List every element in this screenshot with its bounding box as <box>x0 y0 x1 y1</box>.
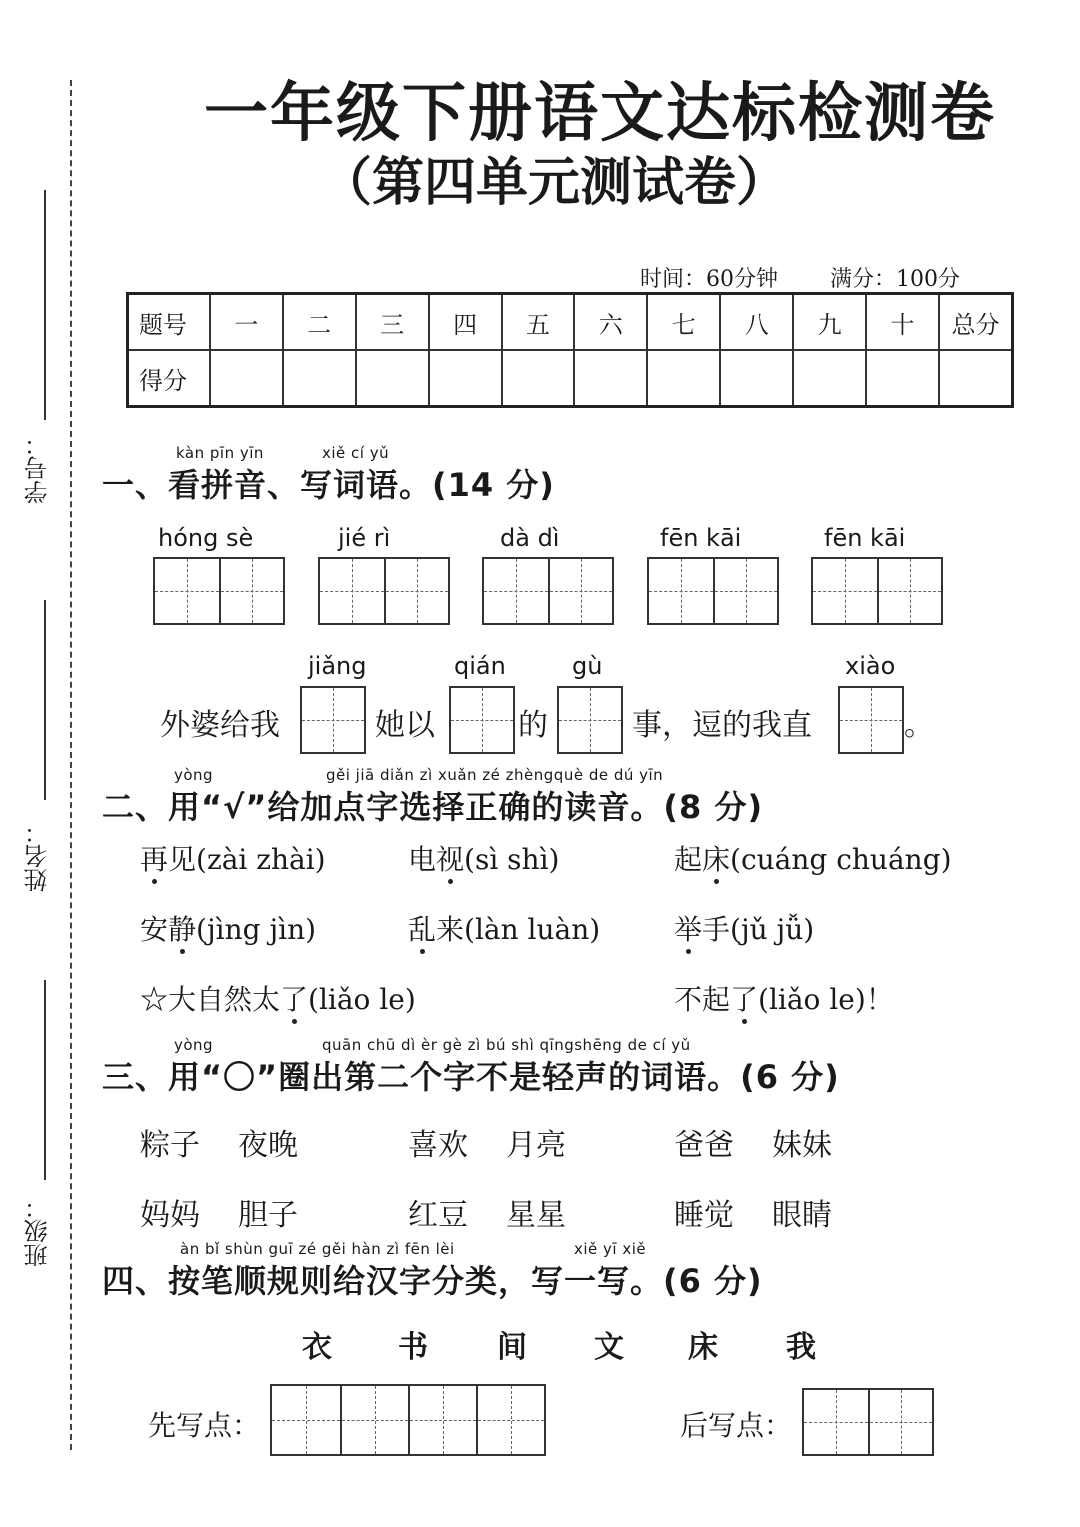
score-cell <box>574 350 647 407</box>
sentence-part-3: 的 <box>518 708 548 743</box>
section4-pinyin-a: àn bǐ shùn guī zé gěi hàn zì fēn lèi <box>180 1240 455 1258</box>
score-cell <box>429 350 502 407</box>
section2-pinyin-b: gěi jiā diǎn zì xuǎn zé zhèngquè de dú yīn <box>326 766 664 784</box>
score-cell <box>210 350 283 407</box>
header-cell: 六 <box>574 294 647 351</box>
classify-char: 床 <box>688 1330 718 1365</box>
word-pinyin-3: dà dì <box>500 524 560 552</box>
option-item-2: 电视(sì shì) <box>408 838 559 878</box>
section2-pinyin-a: yòng <box>174 766 214 784</box>
dot-first-box[interactable] <box>270 1384 546 1456</box>
score-cell <box>356 350 429 407</box>
header-cell: 五 <box>502 294 575 351</box>
word-item[interactable]: 胆子 <box>238 1198 298 1233</box>
header-cell: 八 <box>720 294 793 351</box>
option-item-5: 乱来(làn luàn) <box>408 908 600 948</box>
writing-box-5[interactable] <box>811 557 943 625</box>
word-item[interactable]: 妈妈 <box>140 1198 200 1233</box>
classify-char: 文 <box>594 1330 624 1365</box>
section1-title: 一、看拼音、写词语。(14 分) <box>102 466 555 504</box>
sentence-box-1[interactable] <box>300 686 366 754</box>
header-cell: 总分 <box>939 294 1013 351</box>
classify-char: 我 <box>786 1330 816 1365</box>
word-item[interactable]: 红豆 <box>408 1198 468 1233</box>
sentence-pinyin-4: xiào <box>845 652 896 680</box>
header-cell: 题号 <box>128 294 210 351</box>
page-subtitle: （第四单元测试卷） <box>320 152 789 213</box>
writing-box-1[interactable] <box>153 557 285 625</box>
score-cell <box>793 350 866 407</box>
header-cell: 九 <box>793 294 866 351</box>
sentence-box-4[interactable] <box>838 686 904 754</box>
sentence-part-1: 外婆给我 <box>160 708 280 743</box>
option-item-3: 起床(cuáng chuáng) <box>674 838 952 878</box>
word-item[interactable]: 眼睛 <box>772 1198 832 1233</box>
full-score-info: 满分：100分 <box>830 267 960 292</box>
score-value-row <box>128 350 1013 407</box>
word-item[interactable]: 爸爸 <box>674 1128 734 1163</box>
option-item-8: 不起了(liǎo le)！ <box>674 978 894 1018</box>
header-cell: 一 <box>210 294 283 351</box>
word-item[interactable]: 妹妹 <box>772 1128 832 1163</box>
word-pinyin-2: jié rì <box>338 524 391 552</box>
classify-char: 衣 <box>302 1330 332 1365</box>
section4-pinyin-b: xiě yī xiě <box>574 1240 647 1258</box>
classify-char: 间 <box>497 1330 527 1365</box>
sentence-part-2: 她以 <box>375 708 435 743</box>
option-item-6: 举手(jǔ jǚ) <box>674 908 814 948</box>
score-cell <box>647 350 720 407</box>
name-label: 姓名： <box>24 820 52 892</box>
sentence-box-2[interactable] <box>449 686 515 754</box>
section1-pinyin-a: kàn pīn yīn <box>176 444 264 462</box>
word-item[interactable]: 喜欢 <box>408 1128 468 1163</box>
name-line <box>44 600 46 800</box>
writing-box-4[interactable] <box>647 557 779 625</box>
writing-box-2[interactable] <box>318 557 450 625</box>
word-item[interactable]: 星星 <box>506 1198 566 1233</box>
dot-first-label: 先写点： <box>148 1409 261 1442</box>
sentence-pinyin-3: gù <box>572 652 603 680</box>
score-table <box>126 292 1014 408</box>
dot-last-label: 后写点： <box>680 1409 793 1442</box>
section1-pinyin-b: xiě cí yǔ <box>322 444 390 462</box>
header-cell: 二 <box>283 294 356 351</box>
word-pinyin-5: fēn kāi <box>824 524 906 552</box>
class-line <box>44 980 46 1180</box>
section3-title: 三、用“〇”圈出第二个字不是轻声的词语。(6 分) <box>102 1058 840 1096</box>
word-item[interactable]: 睡觉 <box>674 1198 734 1233</box>
score-cell <box>502 350 575 407</box>
score-cell <box>939 350 1013 407</box>
header-cell: 七 <box>647 294 720 351</box>
section4-title: 四、按笔顺规则给汉字分类，写一写。(6 分) <box>102 1262 763 1300</box>
student-id-line <box>44 190 46 420</box>
option-item-1: 再见(zài zhài) <box>140 838 326 878</box>
header-cell: 四 <box>429 294 502 351</box>
score-cell <box>720 350 793 407</box>
score-cell <box>283 350 356 407</box>
page-title: 一年级下册语文达标检测卷 <box>204 76 996 151</box>
section2-title: 二、用“√”给加点字选择正确的读音。(8 分) <box>102 788 764 826</box>
word-item[interactable]: 粽子 <box>140 1128 200 1163</box>
score-row-label: 得分 <box>128 350 210 407</box>
word-pinyin-4: fēn kāi <box>660 524 742 552</box>
option-item-4: 安静(jìng jìn) <box>140 908 316 948</box>
dot-last-box[interactable] <box>802 1388 934 1456</box>
score-cell <box>866 350 939 407</box>
sentence-pinyin-1: jiǎng <box>308 652 367 680</box>
word-item[interactable]: 夜晚 <box>238 1128 298 1163</box>
sentence-part-5: 。 <box>904 708 934 743</box>
section3-pinyin-a: yòng <box>174 1036 214 1054</box>
sentence-box-3[interactable] <box>557 686 623 754</box>
time-info: 时间：60分钟 <box>640 267 778 292</box>
class-label: 班级： <box>24 1195 52 1267</box>
section3-pinyin-b: quān chū dì èr gè zì bú shì qīngshēng de cí yǔ <box>322 1036 691 1054</box>
score-header-row <box>128 294 1013 351</box>
student-id-label: 学号： <box>24 432 52 504</box>
sentence-pinyin-2: qián <box>454 652 506 680</box>
header-cell: 三 <box>356 294 429 351</box>
option-item-7: ☆大自然太了(liǎo le) <box>140 978 416 1018</box>
classify-char: 书 <box>398 1330 428 1365</box>
binding-dashed-line <box>70 80 72 1450</box>
writing-box-3[interactable] <box>482 557 614 625</box>
sentence-part-4: 事，逗的我直 <box>632 708 812 743</box>
word-item[interactable]: 月亮 <box>506 1128 566 1163</box>
header-cell: 十 <box>866 294 939 351</box>
word-pinyin-1: hóng sè <box>158 524 254 552</box>
